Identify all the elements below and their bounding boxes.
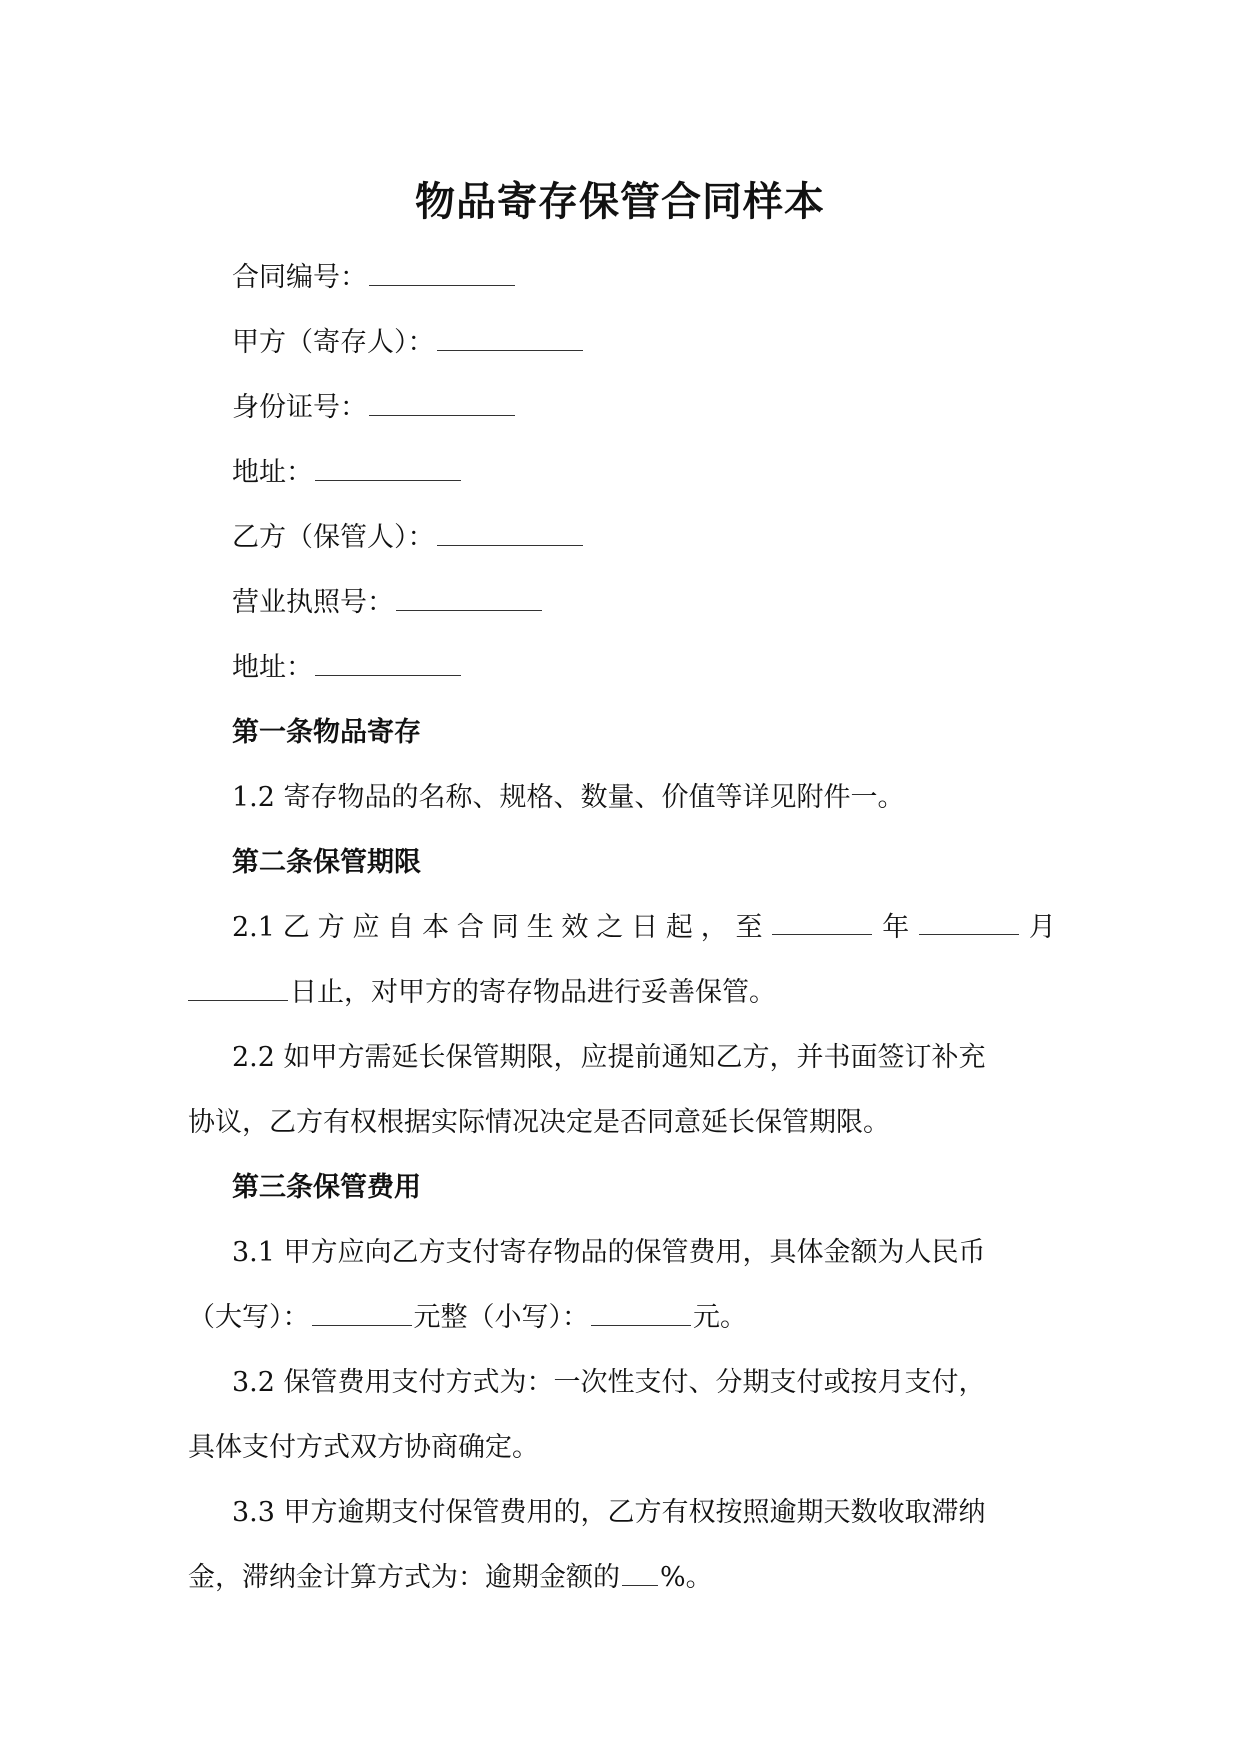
field-party-b — [232, 518, 585, 558]
clause-2-2-line-2: 协议，乙方有权根据实际情况决定是否同意延长保管期限。 — [188, 1107, 890, 1138]
char: 自 — [387, 912, 415, 943]
char: 生 — [526, 912, 554, 943]
field-business-license — [232, 583, 544, 623]
clause-3-2-line-2: 具体支付方式双方协商确定。 — [188, 1432, 539, 1463]
month-blank[interactable] — [919, 908, 1019, 935]
amount-figures-blank[interactable] — [591, 1299, 691, 1326]
fill-blank[interactable] — [369, 259, 515, 286]
char: 起 — [665, 912, 693, 943]
year-blank[interactable] — [772, 908, 872, 935]
field-label: 乙方（保管人）： — [232, 522, 435, 553]
month-label: 月 — [1028, 912, 1056, 943]
fill-blank[interactable] — [396, 584, 542, 611]
char: 2.1 — [232, 912, 275, 943]
article-2-heading: 第二条保管期限 — [232, 847, 421, 878]
fill-blank[interactable] — [369, 389, 515, 416]
fill-blank[interactable] — [315, 454, 461, 481]
percent-blank[interactable] — [622, 1559, 658, 1586]
clause-1-2: 1.2 寄存物品的名称、规格、数量、价值等详见附件一。 — [232, 782, 905, 813]
clause-text: （大写）： — [188, 1302, 310, 1333]
field-id-number — [232, 388, 517, 428]
fill-blank[interactable] — [315, 649, 461, 676]
field-label: 营业执照号： — [232, 587, 394, 618]
field-contract-number — [232, 258, 517, 298]
char: 日 — [631, 912, 659, 943]
char: 合 — [456, 912, 484, 943]
clause-text: 元整（小写）： — [413, 1302, 589, 1333]
char: 方 — [317, 912, 345, 943]
char: ， — [700, 912, 728, 943]
clause-text: 金，滞纳金计算方式为：逾期金额的 — [188, 1562, 620, 1593]
clause-2-2-line-1: 2.2 如甲方需延长保管期限，应提前通知乙方，并书面签订补充 — [232, 1042, 986, 1073]
char: 效 — [561, 912, 589, 943]
clause-2-1-line-2 — [188, 973, 776, 1013]
field-party-a — [232, 323, 585, 363]
clause-3-3-line-1: 3.3 甲方逾期支付保管费用的，乙方有权按照逾期天数收取滞纳 — [232, 1497, 986, 1528]
year-label: 年 — [882, 912, 910, 943]
field-label: 地址： — [232, 457, 313, 488]
clause-3-2-line-1: 3.2 保管费用支付方式为：一次性支付、分期支付或按月支付， — [232, 1367, 986, 1398]
field-address-b — [232, 648, 463, 688]
char: 乙 — [282, 912, 310, 943]
field-label: 合同编号： — [232, 262, 367, 293]
char: 应 — [352, 912, 380, 943]
fill-blank[interactable] — [437, 519, 583, 546]
document-title: 物品寄存保管合同样本 — [415, 179, 825, 225]
char: 同 — [491, 912, 519, 943]
field-label: 地址： — [232, 652, 313, 683]
clause-text: 元。 — [693, 1302, 747, 1333]
clause-3-3-line-2 — [188, 1558, 713, 1598]
clause-3-1-line-1: 3.1 甲方应向乙方支付寄存物品的保管费用，具体金额为人民币 — [232, 1237, 986, 1268]
article-3-heading: 第三条保管费用 — [232, 1172, 421, 1203]
field-address-a — [232, 453, 463, 493]
char: 至 — [735, 912, 763, 943]
clause-2-1-line-1 — [232, 908, 1056, 948]
field-label: 甲方（寄存人）： — [232, 327, 435, 358]
field-label: 身份证号： — [232, 392, 367, 423]
char: 之 — [596, 912, 624, 943]
clause-text: %。 — [660, 1562, 713, 1593]
amount-words-blank[interactable] — [312, 1299, 412, 1326]
clause-text: 日止，对甲方的寄存物品进行妥善保管。 — [290, 977, 776, 1008]
article-1-heading: 第一条物品寄存 — [232, 717, 421, 748]
day-blank[interactable] — [188, 974, 288, 1001]
fill-blank[interactable] — [437, 324, 583, 351]
clause-3-1-line-2 — [188, 1298, 747, 1338]
char: 本 — [422, 912, 450, 943]
